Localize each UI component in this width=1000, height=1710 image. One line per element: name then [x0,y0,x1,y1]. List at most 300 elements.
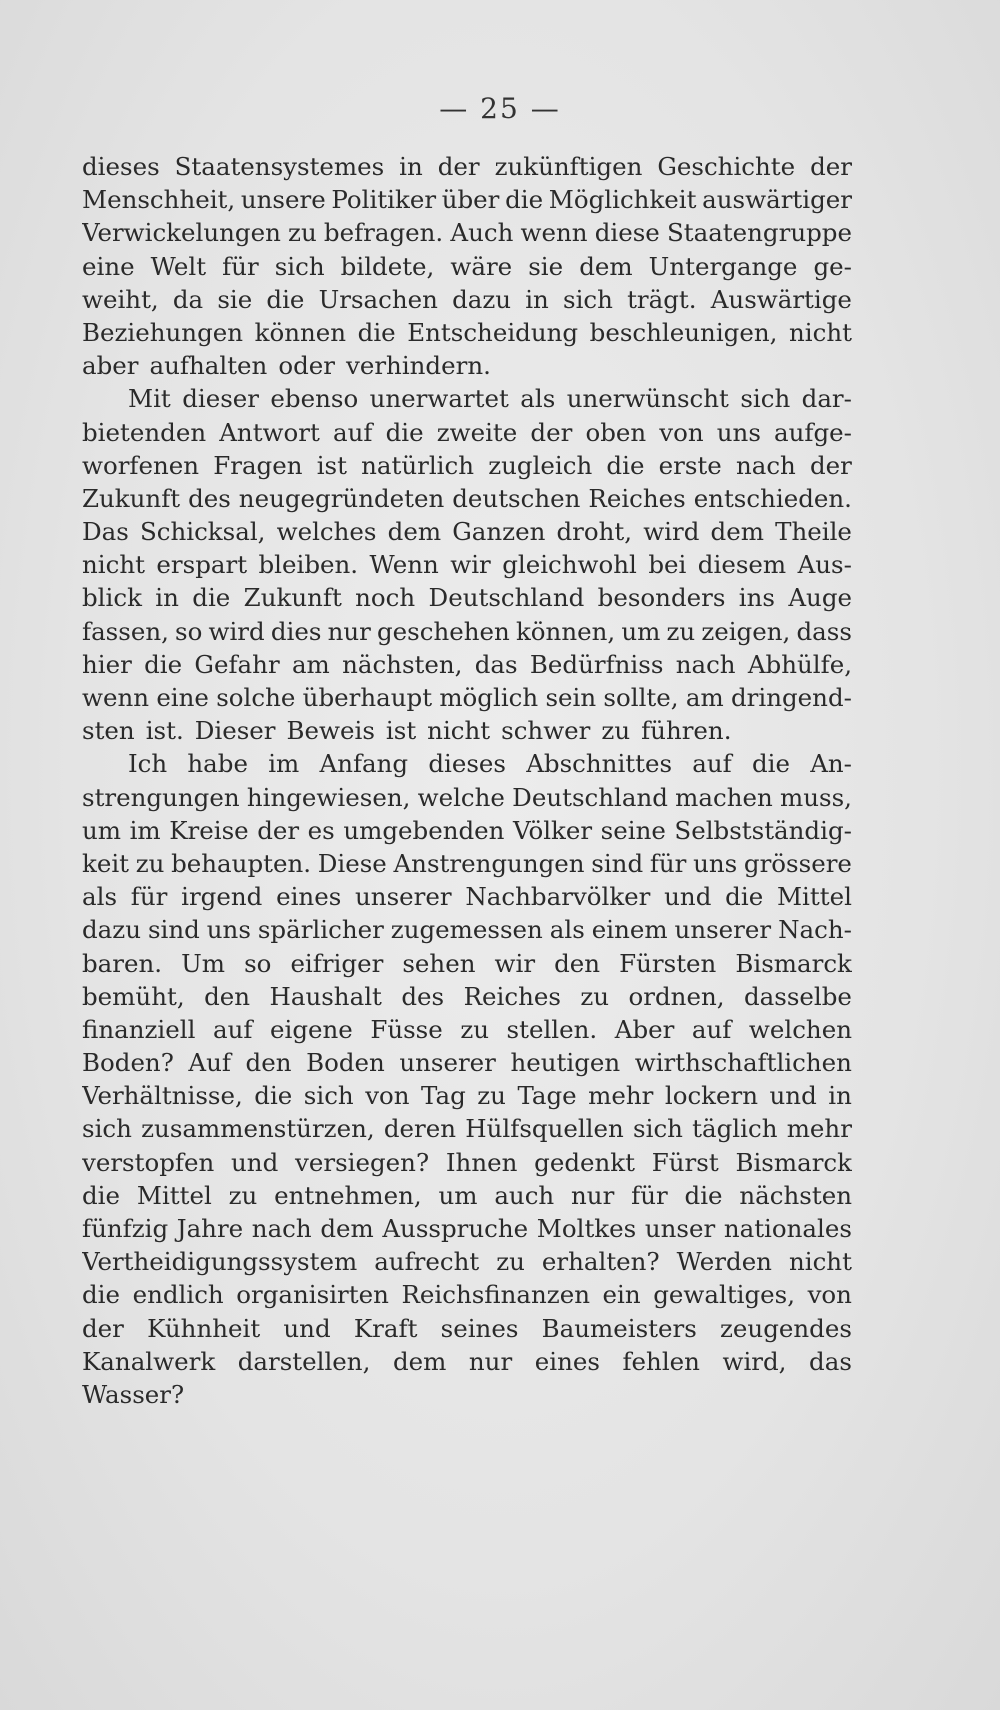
word: sehen [402,948,476,978]
word: der [437,152,480,181]
word: am [291,649,330,679]
word: und [664,882,712,912]
word: sein [545,683,597,712]
word: Kreise [169,815,249,845]
text-line [82,1278,852,1311]
word: in [828,1081,852,1111]
word: Menschheit, [82,185,236,215]
word: muss, [780,782,852,812]
word: dem [387,517,442,547]
word: die [751,749,790,779]
word: bietenden [82,417,207,447]
word: das [474,649,518,679]
word: nur [327,616,371,646]
word: möglich [439,683,539,712]
text-line [82,581,852,614]
word: sich [563,284,613,314]
word: die [254,1081,293,1111]
word: zu [496,1247,525,1277]
word: ist [316,450,347,480]
word: nicht [427,716,491,746]
word: aufrecht [374,1247,480,1277]
word: Anfang [319,749,409,779]
text-line [82,814,852,847]
word: welche [417,782,505,812]
word: oder [278,351,335,381]
word: hingewiesen, [246,782,411,812]
text-line [82,615,852,648]
word: bleiben. [258,550,359,580]
word: wenn [82,683,150,712]
word: gewaltiges, [653,1280,796,1310]
word: ins [738,583,775,613]
word: dieses [82,152,160,181]
text-line [82,416,852,449]
word: täglich [692,1114,778,1144]
word: Mittel [776,882,852,912]
text-line [82,515,852,548]
word: aber [82,351,139,381]
word: heutigen [510,1048,621,1078]
word: Fürst [651,1147,719,1177]
word: zeigen, [701,616,791,646]
word: für [649,848,687,878]
word: Dieser [194,716,276,746]
word: auswärtiger [702,185,852,215]
word: Bismarck [735,948,852,978]
word: Ausspruche [382,1214,529,1243]
word: des [188,483,231,513]
text-line [82,283,852,316]
word: bei [648,550,687,580]
word: deren [383,1114,457,1144]
word: machen [675,782,773,812]
word: ge- [813,251,852,281]
word: und [283,1313,331,1343]
word: ist [385,716,417,746]
word: Baumeisters [541,1313,697,1343]
word: die [192,583,231,613]
word: finanziell [82,1014,196,1044]
word: Deutschland [428,583,585,613]
text-line [82,216,852,249]
text-line [82,548,852,581]
word: verhindern. [345,351,491,381]
word: sich [740,384,791,414]
word: der [810,450,852,480]
word: keit [82,848,130,878]
word: Ganzen [452,517,546,547]
word: überhaupt [302,683,433,712]
word: wirthschaftlichen [634,1048,852,1078]
word: nächsten, [342,649,463,679]
word: dass [796,616,852,646]
word: beschleunigen, [589,317,778,347]
word: am [685,683,724,712]
word: ein [602,1280,641,1310]
word: Politiker [331,185,437,215]
word: als [82,882,118,912]
word: Verwickelungen [82,218,281,248]
word: gleichwohl [502,550,637,580]
word: zu [135,848,165,878]
word: zugemessen [390,915,543,945]
word: als [520,384,556,414]
text-line [82,781,852,814]
word: sie [528,251,564,281]
word: uns [693,848,738,878]
word: versiegen? [295,1147,430,1177]
word: Antwort [219,417,320,447]
word: Auge [788,583,852,613]
word: Zukunft [82,483,181,513]
word: können, [515,616,616,646]
word: und [231,1147,279,1177]
word: Geschichte [657,152,796,181]
word: die [266,284,305,314]
word: fehlen [622,1346,700,1376]
word: in [525,284,549,314]
word: Moltkes [536,1214,637,1243]
word: der [82,1313,124,1343]
text-line [82,1179,852,1212]
word: dazu [82,915,141,945]
word: dieses [428,749,506,779]
word: dringend- [730,683,852,712]
word: Deutschland [512,782,668,812]
word: sich [274,251,325,281]
word: für [631,1180,668,1210]
word: trägt. [627,284,697,314]
word: entnehmen, [274,1180,422,1210]
text-line [82,913,852,946]
word: wir [450,550,491,580]
word: Tage [517,1081,577,1111]
body-text [82,150,852,1411]
word: Reichsfinanzen [401,1280,590,1310]
word: erste [658,450,722,480]
text-line [82,714,852,747]
word: auch [494,1180,555,1210]
word: zu [601,716,631,746]
word: der [810,152,852,181]
word: An- [810,749,852,779]
word: eine [82,251,135,281]
word: und [769,1081,817,1111]
word: Vertheidigungssystem [82,1247,358,1277]
word: umgebenden [343,815,505,845]
word: dasselbe [743,981,852,1011]
word: Entscheidung [407,317,579,347]
word: sind [147,915,200,945]
word: nicht [788,317,852,347]
word: zugleich [488,450,593,480]
word: sich [633,1114,683,1144]
word: ebenso [270,384,359,414]
word: Nachbarvölker [465,882,651,912]
word: Boden [306,1048,385,1078]
word: uns [716,417,761,447]
word: nur [571,1180,615,1210]
word: bildete, [340,251,435,281]
word: Reiches [588,483,686,513]
word: wir [494,948,536,978]
word: welches [276,517,377,547]
word: Kühnheit [147,1313,261,1343]
word: auf [692,749,732,779]
text-line [82,1378,852,1411]
word: können [254,317,347,347]
word: in [399,152,423,181]
word: von [659,417,704,447]
word: der [530,417,573,447]
word: Abschnittes [526,749,673,779]
word: den [245,1048,292,1078]
word: behaupten. [171,848,312,878]
word: wenn [520,218,588,248]
word: Möglichkeit [548,185,697,215]
word: eines [534,1346,600,1376]
word: natürlich [361,450,475,480]
word: oben [585,417,647,447]
word: Völker [513,815,593,845]
word: schwer [501,716,591,746]
word: die [725,882,764,912]
word: baren. [82,948,163,978]
text-line [82,1312,852,1345]
word: für [130,882,168,912]
word: Auch [450,218,514,248]
word: besonders [597,583,726,613]
word: Auf [188,1048,231,1078]
word: dieser [182,384,259,414]
word: unserer [355,882,452,912]
word: irgend [181,882,263,912]
word: zu [228,1180,258,1210]
word: der [257,815,300,845]
word: uns [206,915,251,945]
word: bemüht, [82,981,185,1011]
word: Um [181,948,226,978]
word: die [144,649,183,679]
word: so [175,616,203,646]
word: grössere [743,848,852,878]
text-line [82,449,852,482]
text-line [82,250,852,283]
word: stellen. [506,1014,598,1044]
word: wäre [450,251,513,281]
word: fünfzig [82,1214,169,1243]
word: die [505,185,544,215]
word: seines [440,1313,519,1343]
word: Gefahr [194,649,280,679]
word: zu [288,218,317,248]
word: unserer [399,1048,496,1078]
text-line [82,183,852,216]
word: unsere [240,185,326,215]
word: Auswärtige [710,284,852,314]
word: Fragen [213,450,303,480]
word: die [82,1180,121,1210]
word: erspart [156,550,248,580]
word: zu [666,616,696,646]
word: sich [303,1081,354,1111]
word: neugegründeten [238,483,445,513]
text-line [82,980,852,1013]
word: nicht [82,550,145,580]
word: aufhalten [149,351,268,381]
word: zweite [436,417,518,447]
word: Ihnen [445,1147,518,1177]
word: dem [320,1214,374,1243]
word: wird [208,616,265,646]
word: in [155,583,179,613]
text-line [82,847,852,880]
word: Aus- [797,550,852,580]
word: eifriger [290,948,384,978]
word: dem [579,251,633,281]
text-line [82,316,852,349]
word: organisirten [236,1280,389,1310]
word: Ursachen [318,284,438,314]
word: nach [735,450,796,480]
word: dar- [801,384,852,414]
word: Beweis [286,716,375,746]
word: über [441,185,500,215]
word: Bismarck [735,1147,852,1177]
word: wird [643,517,700,547]
word: Haushalt [269,981,382,1011]
word: um [621,616,661,646]
word: Wasser? [82,1379,185,1409]
text-line [82,1212,852,1245]
word: Das [82,517,129,547]
text-line [82,681,852,714]
word: dazu [452,284,512,314]
text-line [82,1345,852,1378]
word: lockern [664,1081,759,1111]
word: eigene [269,1014,353,1044]
word: zeugendes [720,1313,852,1343]
word: nach [251,1214,312,1243]
word: von [807,1280,852,1310]
word: Anstrengungen [393,848,585,878]
word: die [684,1180,723,1210]
word: im [129,815,161,845]
word: ordnen, [628,981,725,1011]
word: eines [276,882,342,912]
word: Mit [128,384,171,414]
word: Selbstständig- [674,815,852,845]
word: Schicksal, [139,517,266,547]
text-line [82,1013,852,1046]
word: fassen, [82,616,169,646]
word: unerwünscht [566,384,729,414]
word: endlich [132,1280,224,1310]
text-line [82,1112,852,1145]
word: Kanalwerk [82,1346,216,1376]
word: ist. [145,716,184,746]
word: Abhülfe, [747,649,852,679]
word: worfenen [82,450,200,480]
word: nationales [723,1214,852,1243]
word: es [307,815,335,845]
word: dies [270,616,322,646]
word: Füsse [370,1014,443,1044]
word: sollte, [603,683,679,712]
word: Staatengruppe [666,218,852,248]
word: unserer [674,915,772,945]
word: Tag [421,1081,466,1111]
word: welchen [748,1014,852,1044]
page-number: — 25 — [439,92,561,125]
text-line [82,1245,852,1278]
word: mehr [588,1081,654,1111]
word: Staatensystemes [174,152,385,181]
word: den [554,948,601,978]
word: einem [591,915,668,945]
word: sie [217,284,253,314]
word: Diese [317,848,387,878]
word: nur [468,1346,513,1376]
word: des [401,981,445,1011]
text-line [82,349,852,382]
text-line [82,382,852,415]
word: die [606,450,645,480]
word: zu [477,1081,506,1111]
word: spärlicher [257,915,384,945]
word: entschieden. [693,483,852,513]
word: Beziehungen [82,317,244,347]
word: hier [82,649,132,679]
word: sten [82,716,135,746]
word: habe [187,749,248,779]
word: sich [82,1114,132,1144]
word: deutschen [452,483,581,513]
word: nicht [788,1247,852,1277]
word: Ich [128,749,168,779]
word: zusammenstürzen, [141,1114,375,1144]
word: verstopfen [82,1147,215,1177]
word: weiht, [82,284,159,314]
word: Werden [676,1247,772,1277]
word: auf [691,1014,732,1044]
word: unerwartet [369,384,509,414]
text-line [82,947,852,980]
word: nach [675,649,736,679]
word: Nach- [778,915,852,945]
word: wird, [722,1346,787,1376]
word: diesem [697,550,787,580]
text-line [82,1146,852,1179]
word: Reiches [463,981,561,1011]
word: erhalten? [541,1247,660,1277]
word: Aber [614,1014,675,1044]
word: um [82,815,122,845]
word: droht, [556,517,633,547]
word: für [222,251,259,281]
word: Mittel [136,1180,212,1210]
text-line [82,150,852,183]
word: Untergange [648,251,798,281]
word: Bedürfniss [529,649,664,679]
text-line [82,747,852,780]
word: zukünftigen [494,152,643,181]
word: um [438,1180,478,1210]
word: Welt [150,251,207,281]
word: im [268,749,300,779]
word: Verhältnisse, [82,1081,243,1111]
